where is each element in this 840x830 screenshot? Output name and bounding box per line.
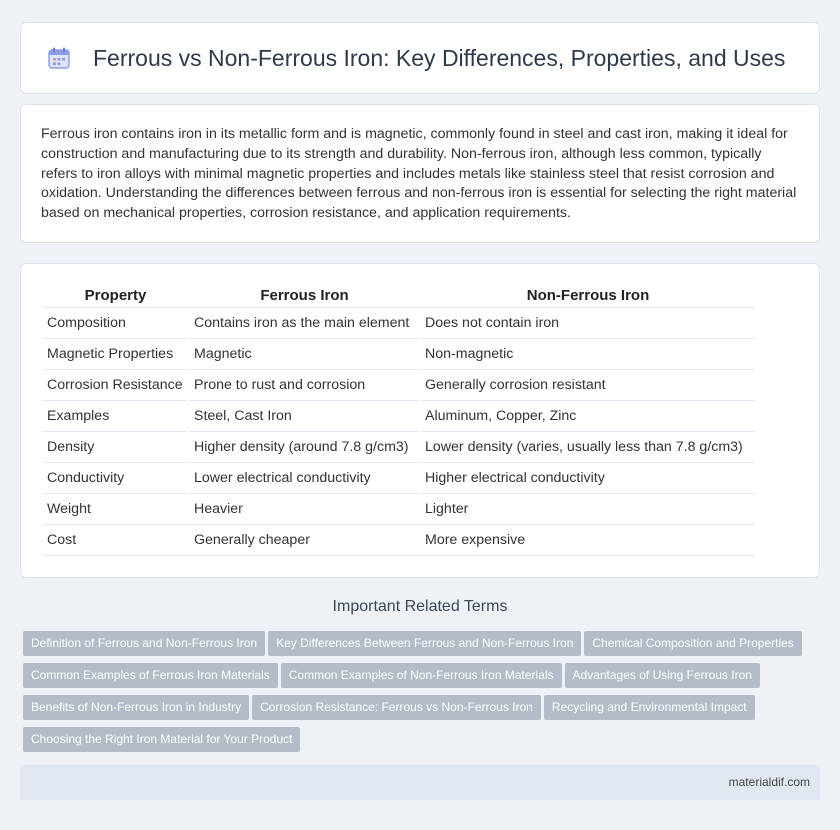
comparison-table-card: [20, 263, 820, 578]
table-cell: Steel, Cast Iron: [190, 401, 419, 432]
table-cell: Contains iron as the main element: [190, 308, 419, 339]
table-cell: Lower electrical conductivity: [190, 463, 419, 494]
table-row: [43, 401, 755, 432]
calendar-icon: [47, 46, 71, 70]
related-term-tag[interactable]: Common Examples of Non-Ferrous Iron Materials: [281, 663, 562, 688]
table-row: [43, 339, 755, 370]
table-row: [43, 463, 755, 494]
related-term-tag[interactable]: Key Differences Between Ferrous and Non-Ferrous Iron: [268, 631, 581, 656]
comparison-table: [41, 284, 757, 556]
table-cell: Generally cheaper: [190, 525, 419, 556]
table-cell: Corrosion Resistance: [43, 370, 188, 401]
table-cell: Magnetic: [190, 339, 419, 370]
table-cell: Composition: [43, 308, 188, 339]
table-header-non-ferrous: Non-Ferrous Iron: [421, 284, 755, 308]
related-term-tag[interactable]: Corrosion Resistance: Ferrous vs Non-Ferrous Iron: [252, 695, 541, 720]
table-cell: Non-magnetic: [421, 339, 755, 370]
table-header-ferrous: Ferrous Iron: [190, 284, 419, 308]
table-cell: Prone to rust and corrosion: [190, 370, 419, 401]
table-row: [43, 370, 755, 401]
related-term-tag[interactable]: Definition of Ferrous and Non-Ferrous Iron: [23, 631, 265, 656]
table-cell: Examples: [43, 401, 188, 432]
related-terms-title: Important Related Terms: [332, 598, 508, 615]
table-cell: Weight: [43, 494, 188, 525]
table-cell: Heavier: [190, 494, 419, 525]
intro-text: Ferrous iron contains iron in its metallic form and is magnetic, commonly found in steel and cast iron, making it ideal for construction and manufacturing due to its strength and durability. Non-ferrous iron, although less common, typically refers to iron alloys with minimal magnetic properties and includes metals like stainless steel that resist corrosion and oxidation. Understanding the differences between ferrous and non-ferrous iron is essential for selecting the right material based on mechanical properties, corrosion resistance, and application requirements.: [41, 126, 797, 222]
related-terms-list: [23, 631, 813, 759]
table-cell: Higher density (around 7.8 g/cm3): [190, 432, 419, 463]
table-cell: Higher electrical conductivity: [421, 463, 755, 494]
table-cell: Lighter: [421, 494, 755, 525]
table-header-property: Property: [43, 284, 188, 308]
table-cell: Generally corrosion resistant: [421, 370, 755, 401]
table-cell: Conductivity: [43, 463, 188, 494]
page-title: Ferrous vs Non-Ferrous Iron: Key Differences, Properties, and Uses: [93, 44, 786, 71]
table-row: [43, 525, 755, 556]
table-cell: Lower density (varies, usually less than 7.8 g/cm3): [421, 432, 755, 463]
table-cell: Aluminum, Copper, Zinc: [421, 401, 755, 432]
table-row: [43, 494, 755, 525]
table-cell: Magnetic Properties: [43, 339, 188, 370]
related-term-tag[interactable]: Common Examples of Ferrous Iron Materials: [23, 663, 278, 688]
table-row: [43, 308, 755, 339]
related-term-tag[interactable]: Choosing the Right Iron Material for Your Product: [23, 727, 300, 752]
header-card: [20, 22, 820, 94]
table-cell: Cost: [43, 525, 188, 556]
table-cell: Density: [43, 432, 188, 463]
related-term-tag[interactable]: Benefits of Non-Ferrous Iron in Industry: [23, 695, 249, 720]
table-row: [43, 432, 755, 463]
footer-site-link[interactable]: materialdif.com: [728, 775, 810, 789]
table-cell: More expensive: [421, 525, 755, 556]
related-term-tag[interactable]: Chemical Composition and Properties: [584, 631, 801, 656]
intro-card: [20, 104, 820, 243]
footer: [20, 765, 820, 800]
table-cell: Does not contain iron: [421, 308, 755, 339]
related-term-tag[interactable]: Recycling and Environmental Impact: [544, 695, 755, 720]
table-header-row: [43, 284, 755, 308]
related-term-tag[interactable]: Advantages of Using Ferrous Iron: [565, 663, 760, 688]
